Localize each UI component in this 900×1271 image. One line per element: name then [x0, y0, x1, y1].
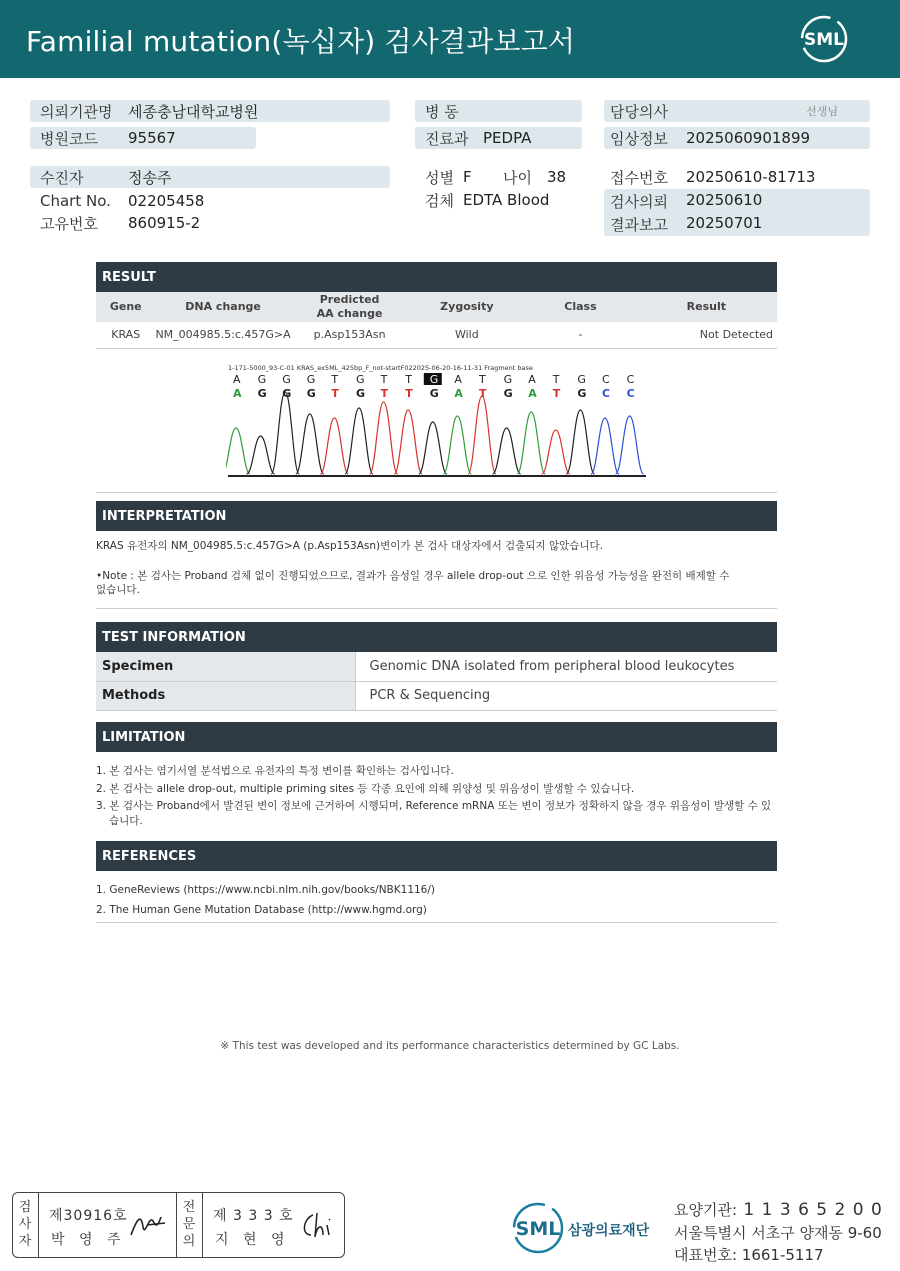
dates-box — [604, 189, 870, 236]
clinical-row — [604, 127, 870, 149]
trace-peak — [517, 412, 545, 474]
patient-row — [30, 166, 390, 188]
phone-value: 1661-5117 — [737, 1246, 824, 1264]
cell-dna-change: NM_004985.5:c.457G>A — [155, 322, 290, 348]
dept-row — [415, 127, 582, 149]
institution-value: 세종충남대학교병원 — [128, 102, 259, 121]
trace-peak — [271, 392, 299, 474]
trace-peak — [247, 436, 275, 474]
trace-peak — [370, 402, 398, 474]
age-value: 38 — [547, 168, 567, 186]
limitation-section-header: LIMITATION — [96, 722, 777, 752]
phone-label: 대표번호: — [674, 1246, 738, 1264]
id-label: 고유번호 — [40, 214, 98, 233]
chart-label: Chart No. — [40, 192, 111, 210]
provider-code: 1 1 3 6 5 2 0 0 — [737, 1200, 883, 1220]
base-call-colored-label: T — [405, 387, 413, 400]
base-call-colored-label: T — [331, 387, 339, 400]
doctor-row — [604, 100, 870, 122]
base-call-label: A — [454, 373, 462, 386]
hospital-code-value: 95567 — [128, 129, 176, 147]
specialist-license: 제 3 3 3 호 — [213, 1208, 294, 1224]
trace-peak — [320, 418, 348, 474]
sex-age-row — [415, 166, 595, 188]
dept-value: PEDPA — [483, 129, 532, 147]
institution-label: 의뢰기관명 — [40, 102, 113, 121]
list-item: 3. 본 검사는 Proband에서 발견된 변이 정보에 근거하여 시행되며, Reference mRNA 또는 변이 정보가 정확하지 않을 경우 위음성이 발생할 수 있 — [96, 800, 772, 812]
report-title: Familial mutation(녹십자) 검사결과보고서 — [26, 25, 576, 58]
specialist-name: 지 현 영 — [215, 1232, 290, 1248]
inspector-cell — [39, 1193, 177, 1257]
specimen-label: 검체 — [425, 191, 454, 210]
hospital-code-label: 병원코드 — [40, 129, 98, 148]
trace-peak — [226, 428, 250, 474]
base-call-label: C — [602, 373, 610, 386]
base-call-colored-label: G — [429, 387, 439, 400]
inspector-label: 검 사 자 — [18, 1200, 32, 1249]
references-list — [96, 880, 435, 920]
report-header — [0, 0, 900, 78]
id-row — [30, 212, 390, 234]
sex-label: 성별 — [425, 168, 454, 187]
receipt-label: 접수번호 — [610, 168, 668, 187]
footnote: ※ This test was developed and its performance characteristics determined by GC Labs. — [220, 1040, 680, 1052]
patient-label: 수진자 — [40, 168, 84, 187]
trace-peak — [296, 414, 324, 474]
sex-value: F — [463, 168, 472, 186]
base-call-label: G — [306, 373, 316, 386]
base-call-label: G — [503, 373, 513, 386]
specimen-key: Specimen — [96, 652, 355, 681]
report-date-value: 20250701 — [686, 214, 763, 232]
limitation-list — [96, 762, 771, 828]
trace-peak — [468, 396, 496, 474]
inspector-license: 제30916호 — [49, 1208, 128, 1224]
specialist-signature-icon — [297, 1209, 337, 1241]
col-result: Result — [636, 292, 777, 322]
list-item-continuation: 습니다. — [109, 815, 143, 827]
specialist-label-cell — [177, 1193, 203, 1257]
col-zygosity: Zygosity — [408, 292, 525, 322]
list-item: 2. The Human Gene Mutation Database (http://www.hgmd.org) — [96, 904, 427, 916]
references-section-header: REFERENCES — [96, 841, 777, 871]
trace-peak — [443, 416, 471, 474]
id-value: 860915-2 — [128, 214, 201, 232]
patient-name: 정송주 — [128, 168, 172, 187]
signature-box — [12, 1192, 345, 1258]
trace-peak — [591, 418, 619, 474]
base-call-colored-label: T — [552, 387, 561, 400]
result-header-row — [96, 292, 777, 322]
divider — [96, 492, 777, 493]
hospital-code-row — [30, 127, 256, 149]
specimen-desc: Genomic DNA isolated from peripheral blood leukocytes — [355, 652, 777, 681]
table-row — [96, 322, 777, 348]
inspector-name: 박 영 주 — [51, 1232, 126, 1248]
base-call-colored-label: A — [233, 387, 242, 400]
cell-aa-change: p.Asp153Asn — [291, 322, 409, 348]
sequence-chromatogram — [226, 361, 648, 479]
inspector-label-cell — [13, 1193, 39, 1257]
trace-peak — [493, 428, 521, 474]
base-call-label: T — [331, 373, 339, 386]
base-call-colored-label: G — [257, 387, 267, 400]
trace-peak — [394, 410, 422, 474]
sml-logo-icon — [796, 12, 852, 66]
test-info-section-header: TEST INFORMATION — [96, 622, 777, 652]
specimen-row — [415, 189, 595, 211]
request-label: 검사의뢰 — [610, 193, 668, 211]
provider-code-line — [674, 1199, 883, 1220]
brand-name: 삼광의료재단 — [568, 1223, 650, 1239]
list-item: 2. 본 검사는 allele drop-out, multiple priming sites 등 각종 요인에 의해 위양성 및 위음성이 발생할 수 있습니다. — [96, 783, 635, 795]
interpretation-note-line2: 없습니다. — [96, 584, 140, 596]
base-call-label: G — [257, 373, 267, 386]
interpretation-text: KRAS 유전자의 NM_004985.5:c.457G>A (p.Asp153Asn)변이가 본 검사 대상자에서 검출되지 않았습니다. — [96, 540, 604, 552]
cell-zygosity: Wild — [408, 322, 525, 348]
trace-peak — [566, 410, 594, 474]
methods-key: Methods — [96, 681, 355, 710]
methods-desc: PCR & Sequencing — [355, 681, 777, 710]
base-call-label: G — [282, 373, 291, 386]
base-call-colored-label: G — [306, 387, 316, 400]
doctor-label: 담당의사 — [610, 102, 668, 121]
col-class: Class — [525, 292, 635, 322]
chart-value: 02205458 — [128, 192, 205, 210]
divider — [96, 922, 777, 923]
institution-row — [30, 100, 390, 122]
base-call-colored-label: T — [479, 387, 487, 400]
ward-label: 병 동 — [425, 102, 459, 121]
base-call-label: T — [380, 373, 388, 386]
base-call-colored-label: G — [503, 387, 513, 400]
provider-code-label: 요양기관: — [674, 1201, 738, 1219]
clinical-value: 2025060901899 — [686, 129, 811, 147]
phone-line — [674, 1244, 824, 1265]
base-call-colored-label: T — [380, 387, 389, 400]
base-call-label: A — [233, 373, 241, 386]
base-call-label: A — [528, 373, 536, 386]
cell-class: - — [525, 322, 635, 348]
interpretation-note-line1: •Note : 본 검사는 Proband 검체 없이 진행되었으므로, 결과가 음성일 경우 allele drop-out 으로 인한 위음성 가능성을 완전히 배제할 수 — [96, 570, 730, 582]
base-call-label: G — [429, 373, 439, 386]
chromatogram-caption: 1-171-5000_93-C-01 KRAS_ex5ML_425bp_F_not-startF022025-06-20-16-11-31 Fragment base — [228, 364, 533, 372]
result-table — [96, 292, 777, 349]
receipt-row — [604, 166, 870, 188]
specimen-value: EDTA Blood — [463, 191, 550, 209]
base-call-colored-label: A — [454, 387, 463, 400]
table-row — [96, 652, 777, 681]
interpretation-section-header: INTERPRETATION — [96, 501, 777, 531]
test-info-table — [96, 652, 777, 711]
table-row — [96, 681, 777, 710]
base-call-colored-label: G — [282, 387, 292, 400]
inspector-signature-icon — [127, 1207, 169, 1241]
receipt-value: 20250610-81713 — [686, 168, 816, 186]
clinical-label: 임상정보 — [610, 129, 668, 148]
ward-row — [415, 100, 582, 122]
trace-peak — [419, 422, 447, 474]
age-label: 나이 — [503, 168, 532, 187]
col-gene: Gene — [96, 292, 155, 322]
address: 서울특별시 서초구 양재동 9-60 — [674, 1224, 882, 1242]
report-date-label: 결과보고 — [610, 216, 668, 234]
footer-logo-text: SML — [515, 1218, 561, 1240]
request-value: 20250610 — [686, 191, 763, 209]
doctor-suffix: 선생님 — [806, 105, 838, 118]
trace-peak — [542, 430, 570, 474]
divider — [96, 608, 777, 609]
chart-row — [30, 190, 390, 212]
base-call-label: T — [479, 373, 486, 386]
base-call-colored-label: A — [528, 387, 537, 400]
base-call-label: C — [626, 373, 635, 386]
logo-text: SML — [804, 30, 844, 50]
base-call-colored-label: G — [356, 387, 366, 400]
dept-label: 진료과 — [425, 129, 469, 148]
col-dna-change: DNA change — [155, 292, 290, 322]
trace-peak — [345, 408, 373, 474]
base-call-label: G — [356, 373, 365, 386]
base-call-colored-label: C — [626, 387, 635, 400]
cell-result: Not Detected — [636, 322, 777, 348]
cell-gene: KRAS — [96, 322, 155, 348]
specialist-label: 전 문 의 — [182, 1200, 196, 1249]
trace-peak — [616, 416, 644, 474]
list-item: 1. 본 검사는 염기서열 분석법으로 유전자의 특정 변이를 확인하는 검사입니다. — [96, 765, 454, 777]
base-call-label: T — [405, 373, 412, 386]
col-aa-change: Predicted AA change — [291, 292, 409, 322]
base-call-colored-label: G — [577, 387, 587, 400]
base-call-colored-label: C — [602, 387, 611, 400]
specialist-cell — [203, 1193, 345, 1257]
base-call-label: G — [577, 373, 586, 386]
sml-foundation-logo-icon — [510, 1200, 660, 1256]
base-call-label: T — [552, 373, 560, 386]
result-section-header: RESULT — [96, 262, 777, 292]
list-item: 1. GeneReviews (https://www.ncbi.nlm.nih.gov/books/NBK1116/) — [96, 884, 435, 896]
